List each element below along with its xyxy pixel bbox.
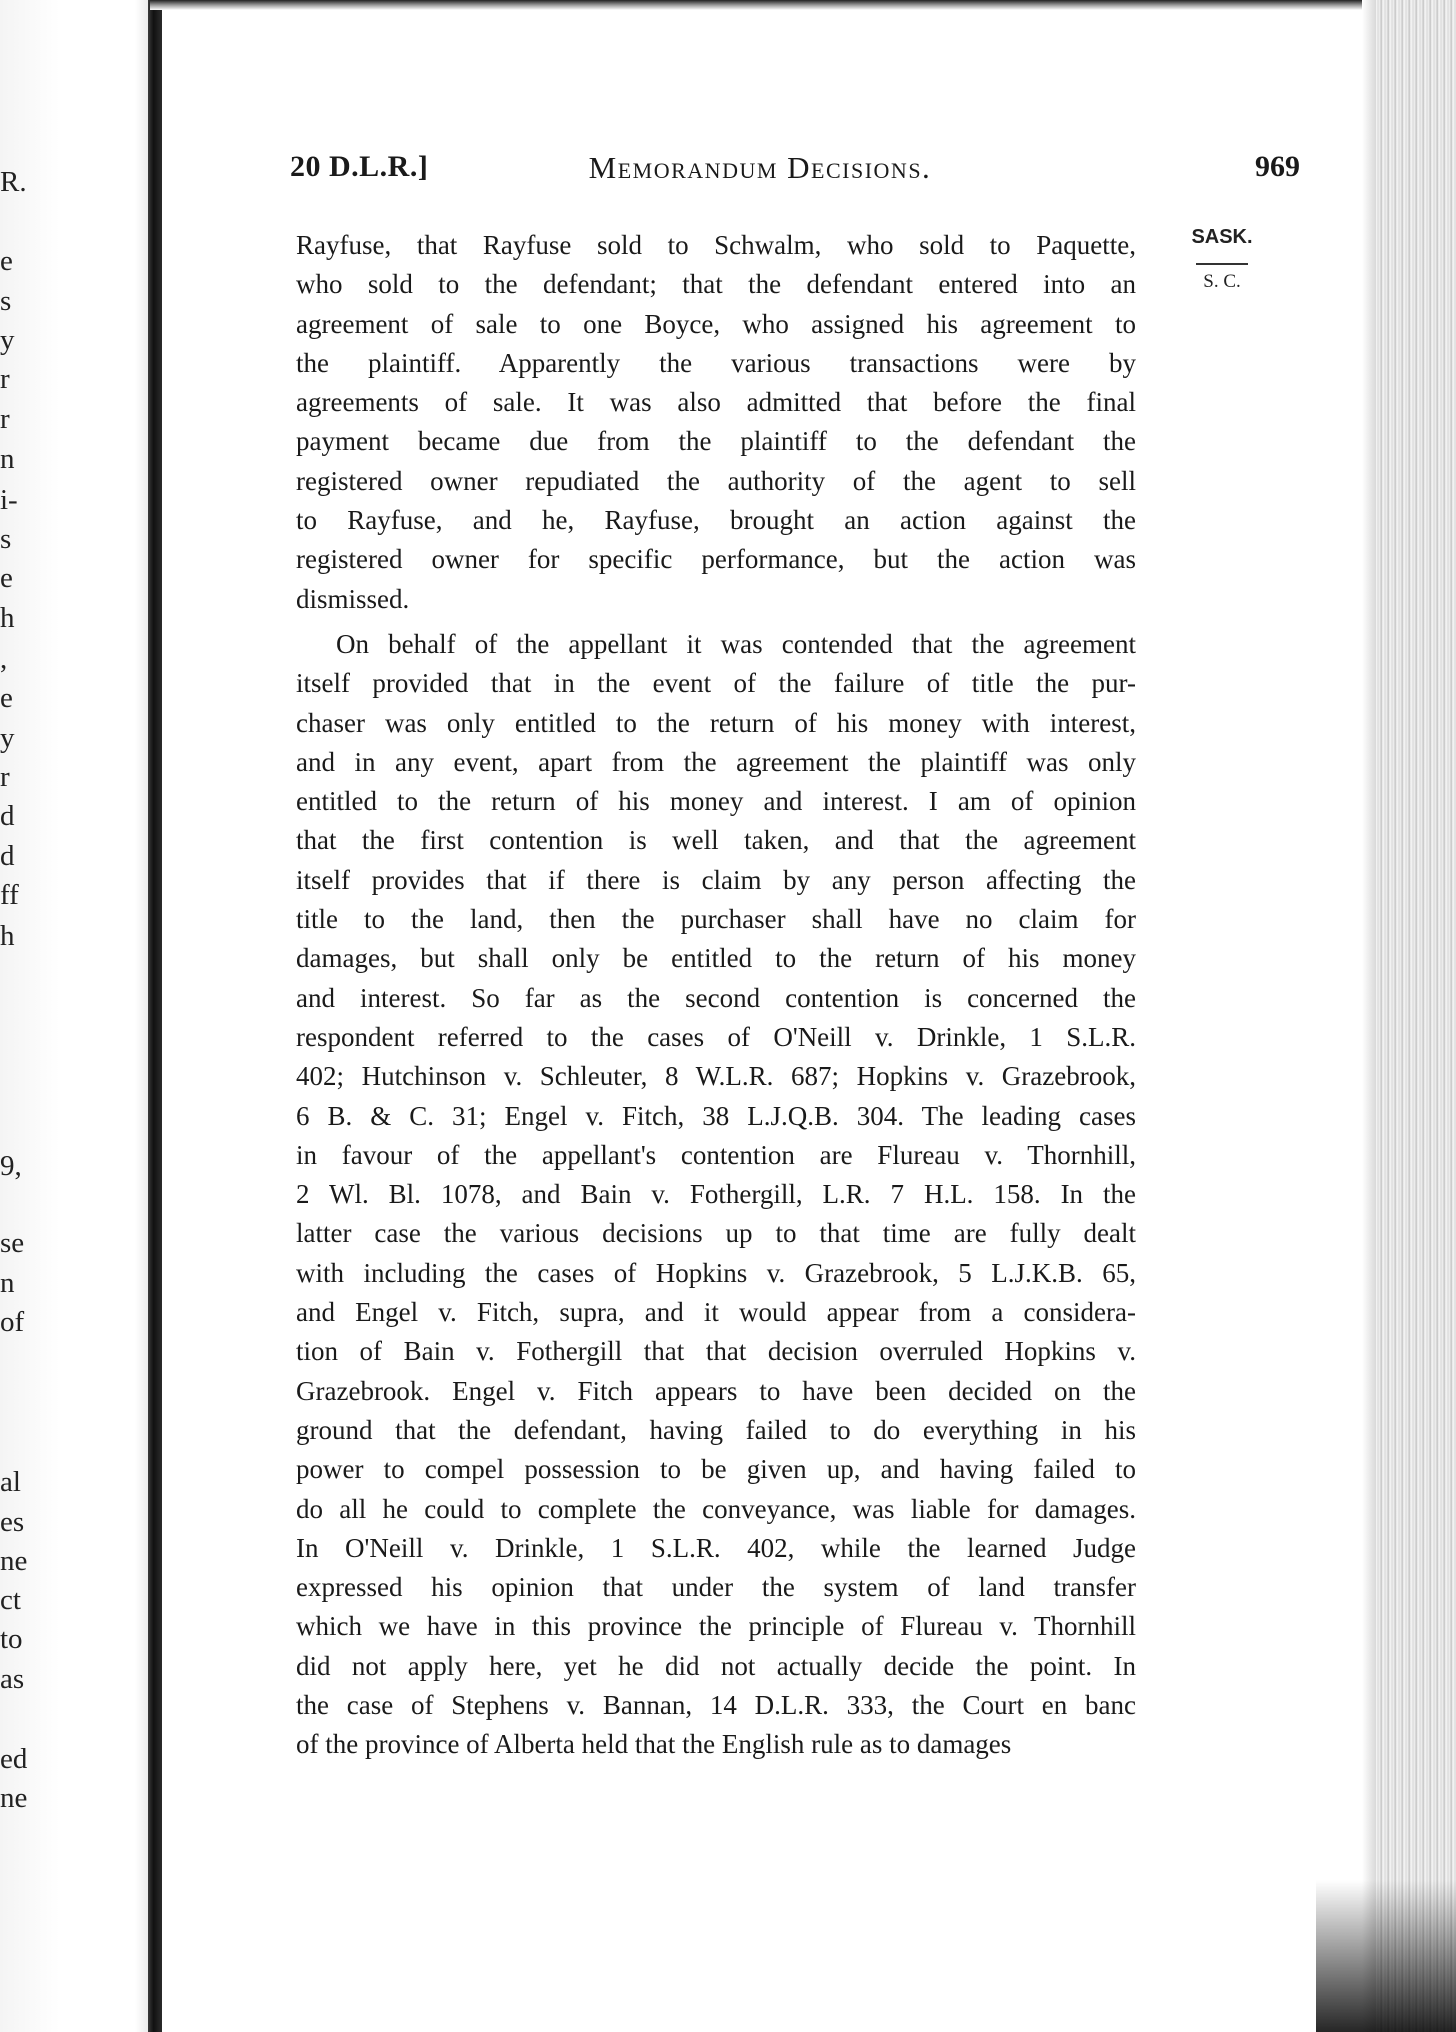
previous-page-fragment: d [0, 800, 15, 832]
corner-shadow [1316, 1880, 1456, 2032]
previous-page-fragment: r [0, 363, 10, 395]
previous-page-fragment: r [0, 403, 10, 435]
text-line: latter case the various decisions up to that time are fully dealt [296, 1218, 1136, 1249]
previous-page-fragment: ff [0, 879, 19, 911]
body-text [296, 226, 1136, 1765]
text-line: power to compel possession to be given up, and having failed to [296, 1454, 1136, 1485]
text-line: 6 B. & C. 31; Engel v. Fitch, 38 L.J.Q.B. 304. The leading cases [296, 1100, 1136, 1131]
page-number: 969 [1255, 150, 1300, 183]
text-line: Grazebrook. Engel v. Fitch appears to have been decided on the [296, 1375, 1136, 1406]
previous-page-fragment: n [0, 1267, 15, 1299]
text-line: and Engel v. Fitch, supra, and it would appear from a considera- [296, 1297, 1136, 1328]
province-label: SASK. [1191, 226, 1253, 248]
previous-page-fragment: ed [0, 1743, 28, 1775]
text-line: do all he could to complete the conveyance, was liable for damages. [296, 1493, 1136, 1524]
previous-page-fragment: r [0, 761, 10, 793]
previous-page-fragment: as [0, 1663, 25, 1695]
page-stack-edges [1376, 0, 1456, 2032]
text-line: the case of Stephens v. Bannan, 14 D.L.R. 333, the Court en banc [296, 1689, 1136, 1720]
text-line: entitled to the return of his money and interest. I am of opinion [296, 786, 1136, 817]
previous-page-fragment: e [0, 245, 13, 277]
previous-page-fragment: s [0, 523, 12, 555]
previous-page-fragment: se [0, 1227, 25, 1259]
previous-page-fragment: y [0, 722, 15, 754]
previous-page-fragment: ne [0, 1782, 28, 1814]
previous-page-fragment: e [0, 682, 13, 714]
previous-page-fragment: h [0, 602, 15, 634]
previous-page-fragment: R. [0, 166, 27, 198]
paragraph-continued [296, 226, 1136, 619]
text-line: the plaintiff. Apparently the various transactions were by [296, 347, 1136, 378]
text-line: In O'Neill v. Drinkle, 1 S.L.R. 402, while the learned Judge [296, 1532, 1136, 1563]
page-edge-highlight [1362, 0, 1376, 2032]
previous-page-fragment: of [0, 1306, 25, 1338]
previous-page-fragment: al [0, 1466, 21, 1498]
text-line: dismissed. [296, 583, 410, 614]
text-line: registered owner repudiated the authority of the agent to sell [296, 465, 1136, 496]
text-line: which we have in this province the principle of Flureau v. Thornhill [296, 1611, 1136, 1642]
court-label: S. C. [1196, 263, 1248, 293]
marginal-note [1182, 226, 1262, 293]
text-line: that the first contention is well taken, and that the agreement [296, 825, 1136, 856]
previous-page-fragment: d [0, 840, 15, 872]
section-title: Memorandum Decisions. [588, 150, 932, 185]
book-spine-gutter [148, 0, 162, 2032]
paragraph-appellant-contention [296, 625, 1136, 1765]
text-line: 2 Wl. Bl. 1078, and Bain v. Fothergill, L.R. 7 H.L. 158. In the [296, 1179, 1136, 1210]
previous-page-fragment: s [0, 285, 12, 317]
text-line: and interest. So far as the second contention is concerned the [296, 982, 1136, 1013]
text-line: tion of Bain v. Fothergill that that decision overruled Hopkins v. [296, 1336, 1136, 1367]
text-line: and in any event, apart from the agreement the plaintiff was only [296, 746, 1136, 777]
previous-page-fragment: e [0, 562, 13, 594]
previous-page-fragment: i- [0, 484, 18, 516]
text-line: with including the cases of Hopkins v. Grazebrook, 5 L.J.K.B. 65, [296, 1257, 1136, 1288]
text-line: damages, but shall only be entitled to the return of his money [296, 943, 1136, 974]
previous-page-fragment: h [0, 920, 15, 952]
previous-page-fragment: n [0, 443, 15, 475]
volume-reference: 20 D.L.R.] [290, 150, 429, 183]
text-line: payment became due from the plaintiff to the defendant the [296, 426, 1136, 457]
text-line: itself provides that if there is claim by any person affecting the [296, 864, 1136, 895]
text-line: of the province of Alberta held that the English rule as to damages [296, 1729, 1012, 1760]
text-line: Rayfuse, that Rayfuse sold to Schwalm, who sold to Paquette, [296, 230, 1136, 260]
running-header [290, 150, 1300, 194]
text-line: did not apply here, yet he did not actually decide the point. In [296, 1650, 1136, 1681]
top-edge-shadow [150, 0, 1380, 10]
previous-page-fragment: ct [0, 1584, 21, 1616]
text-line: respondent referred to the cases of O'Neill v. Drinkle, 1 S.L.R. [296, 1021, 1136, 1052]
previous-page-fragment: , [0, 643, 8, 675]
text-line: in favour of the appellant's contention are Flureau v. Thornhill, [296, 1139, 1136, 1170]
text-line: itself provided that in the event of the failure of title the pur- [296, 668, 1136, 699]
text-line: expressed his opinion that under the system of land transfer [296, 1572, 1136, 1603]
text-line: to Rayfuse, and he, Rayfuse, brought an action against the [296, 505, 1136, 536]
text-line: registered owner for specific performance, but the action was [296, 544, 1136, 575]
previous-page-text-fragments [0, 0, 40, 2032]
text-line: agreements of sale. It was also admitted that before the final [296, 387, 1136, 418]
text-line: On behalf of the appellant it was contended that the agreement [336, 628, 1136, 659]
text-line: who sold to the defendant; that the defendant entered into an [296, 269, 1136, 300]
text-line: 402; Hutchinson v. Schleuter, 8 W.L.R. 687; Hopkins v. Grazebrook, [296, 1061, 1136, 1092]
text-line: ground that the defendant, having failed to do everything in his [296, 1414, 1136, 1445]
previous-page-fragment: y [0, 324, 15, 356]
text-line: agreement of sale to one Boyce, who assigned his agreement to [296, 308, 1136, 339]
text-line: title to the land, then the purchaser shall have no claim for [296, 904, 1136, 935]
text-line: chaser was only entitled to the return of his money with interest, [296, 707, 1136, 738]
previous-page-fragment: es [0, 1506, 25, 1538]
previous-page-fragment: 9, [0, 1150, 22, 1182]
previous-page-fragment: ne [0, 1545, 28, 1577]
previous-page-fragment: to [0, 1623, 23, 1655]
